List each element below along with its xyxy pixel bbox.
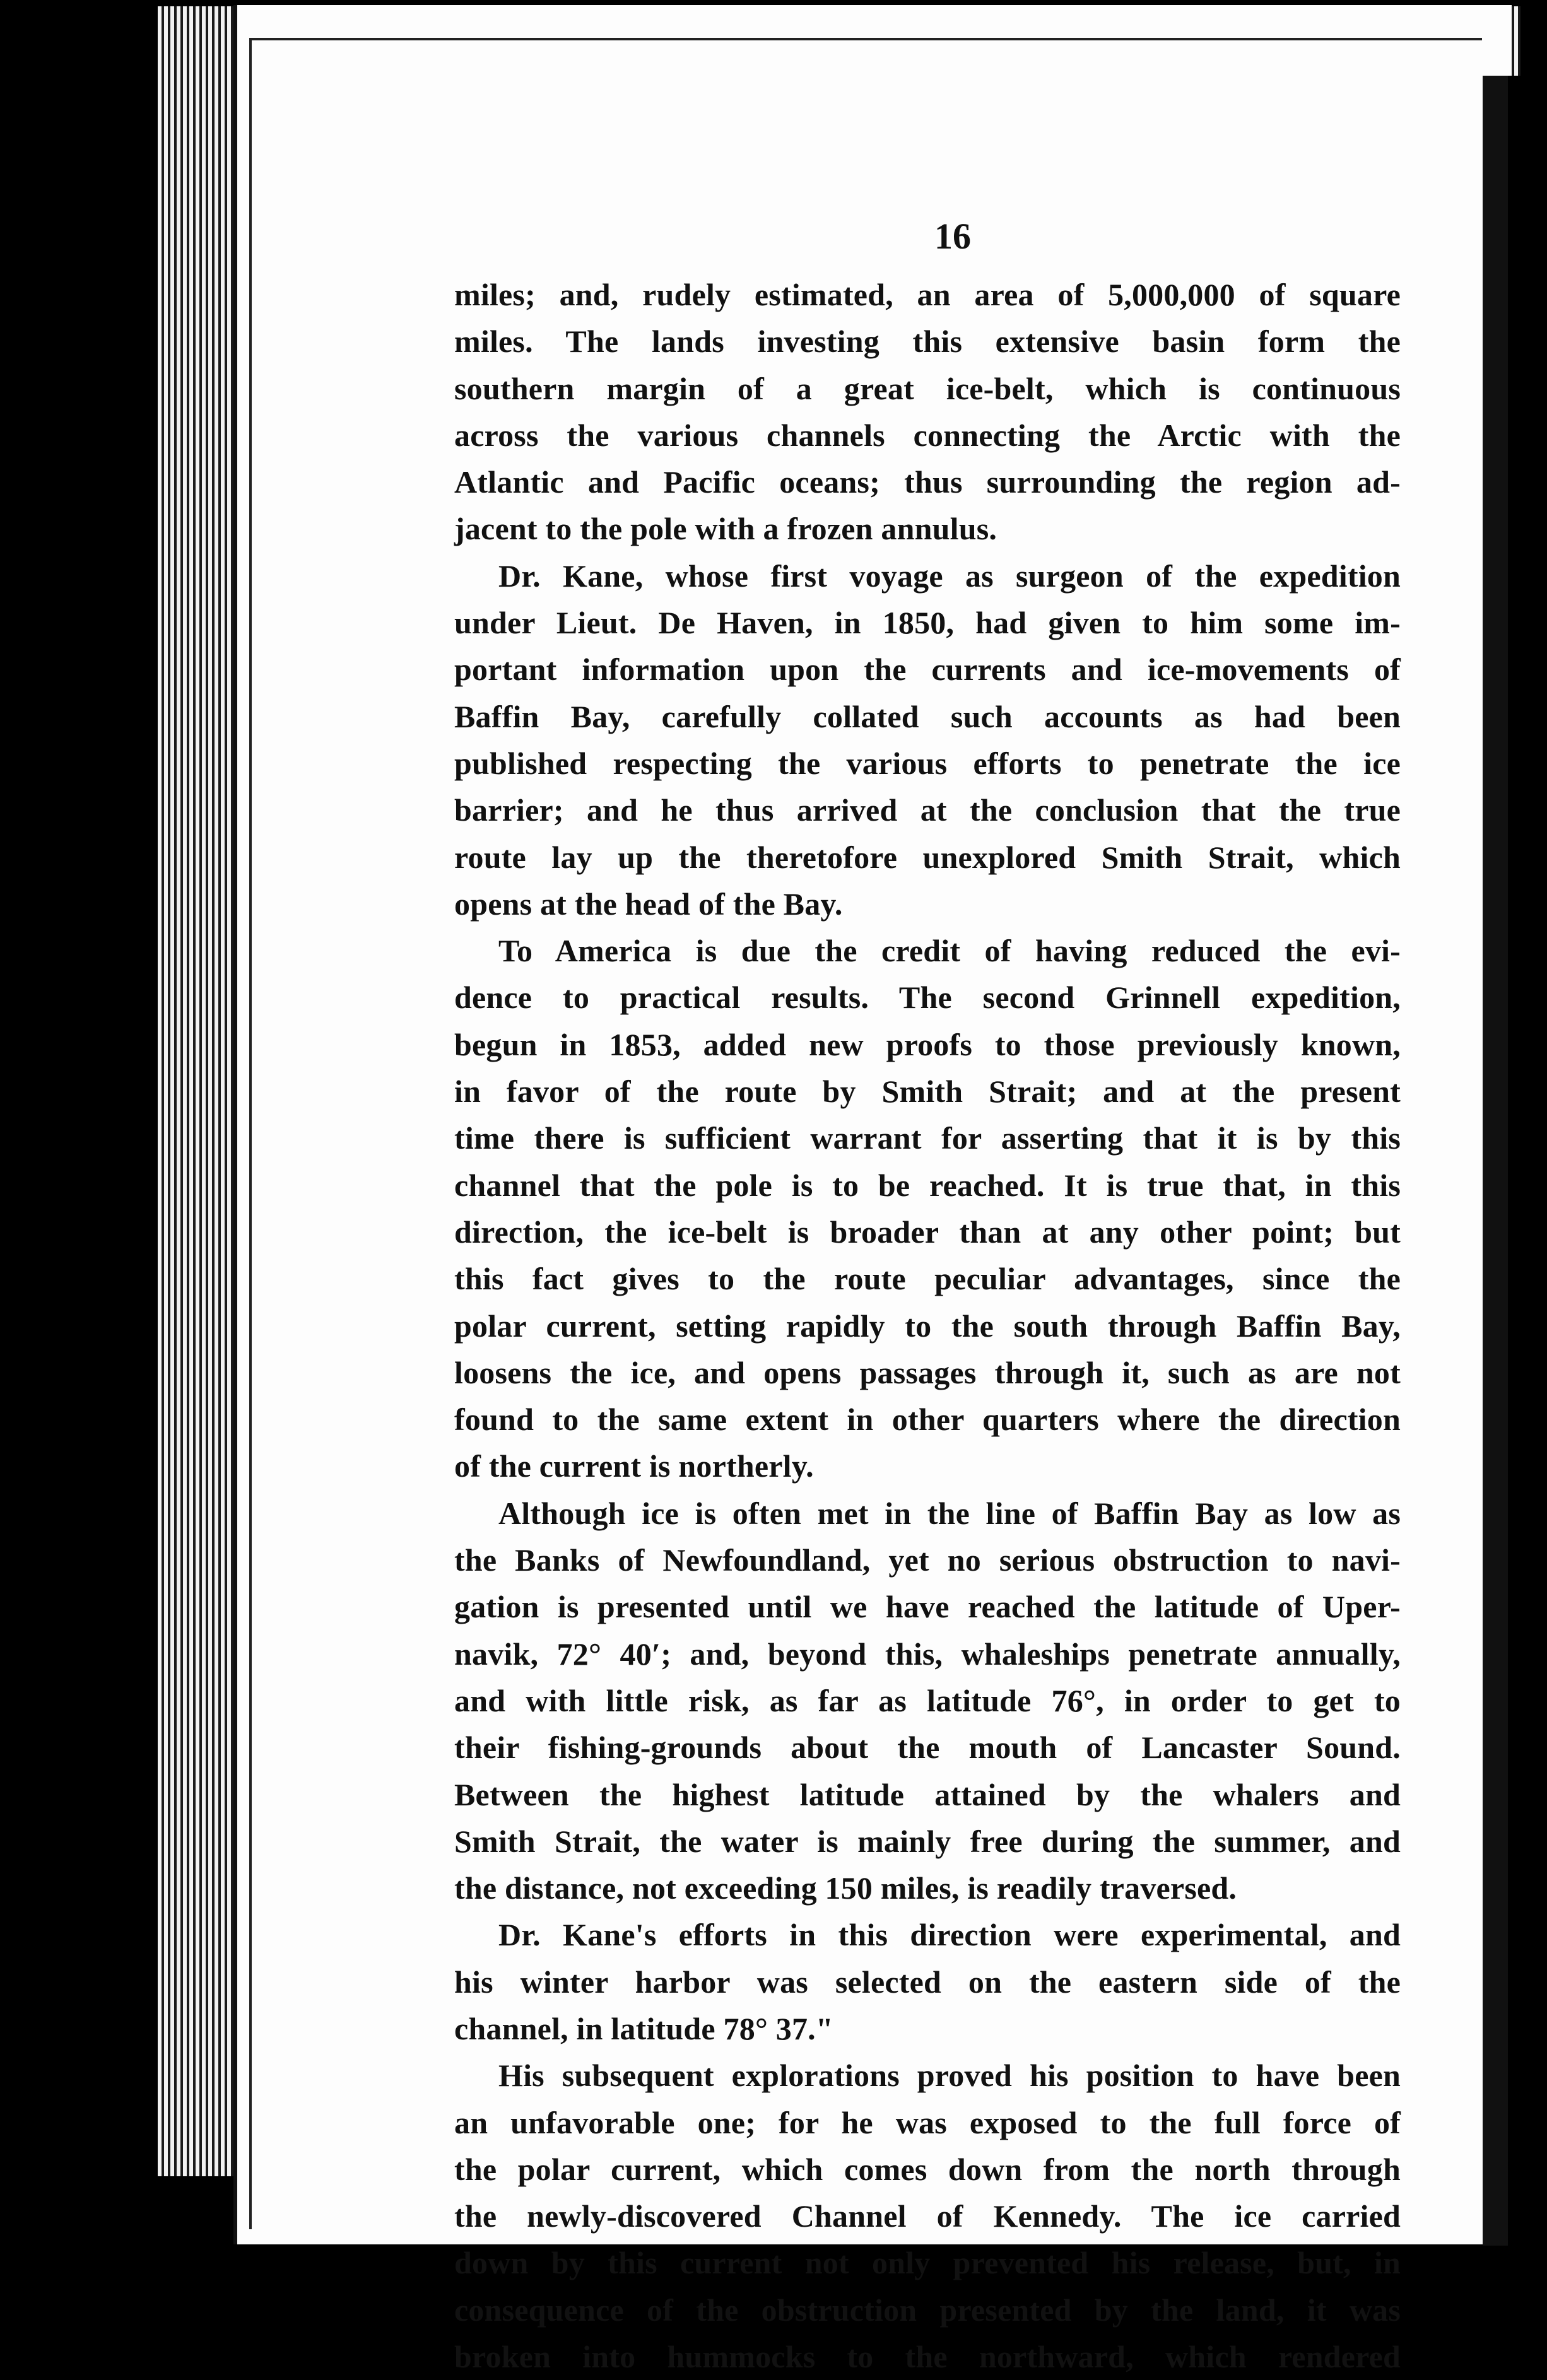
text-line: jacent to the pole with a frozen annulus. xyxy=(454,511,997,547)
text-line: opens at the head of the Bay. xyxy=(454,886,843,922)
text-line: miles. The lands investing this extensive basin form the xyxy=(454,324,1401,360)
text-line: under Lieut. De Haven, in 1850, had given to him some im- xyxy=(454,605,1401,641)
text-line: the distance, not exceeding 150 miles, is readily traversed. xyxy=(454,1870,1237,1906)
text-line: of the current is northerly. xyxy=(454,1448,814,1484)
text-line: Baffin Bay, carefully collated such accounts as had been xyxy=(454,698,1401,734)
text-line: route lay up the theretofore unexplored Smith Strait, which xyxy=(454,839,1401,875)
page-number: 16 xyxy=(934,216,971,257)
text-line: the polar current, which comes down from the north through xyxy=(454,2151,1401,2187)
text-line: dence to practical results. The second Grinnell expedition, xyxy=(454,980,1401,1016)
text-line: across the various channels connecting the Arctic with the xyxy=(454,417,1401,453)
text-line: the newly-discovered Channel of Kennedy. The ice carried xyxy=(454,2198,1401,2234)
text-line: channel that the pole is to be reached. It is true that, in this xyxy=(454,1167,1401,1203)
text-line: Between the highest latitude attained by the whalers and xyxy=(454,1776,1401,1812)
text-line: consequence of the obstruction presented by the land, it was xyxy=(454,2292,1401,2328)
gutter-shadow xyxy=(1483,76,1508,2246)
text-line: portant information upon the currents and ice-movements of xyxy=(454,652,1401,688)
body-text xyxy=(454,271,1401,2380)
text-line: polar current, setting rapidly to the south through Baffin Bay, xyxy=(454,1308,1401,1344)
text-line: their fishing-grounds about the mouth of Lancaster Sound. xyxy=(454,1730,1401,1766)
text-line: the Banks of Newfoundland, yet no serious obstruction to navi- xyxy=(454,1542,1401,1578)
right-edge-shadow xyxy=(1508,76,1547,2265)
text-line: published respecting the various efforts to penetrate the ice xyxy=(454,745,1401,781)
text-line: gation is presented until we have reached the latitude of Uper- xyxy=(454,1589,1401,1625)
text-line: an unfavorable one; for he was exposed to the full force of xyxy=(454,2104,1401,2140)
text-line: and with little risk, as far as latitude 76°, in order to get to xyxy=(454,1682,1401,1718)
text-line: His subsequent explorations proved his position to have been xyxy=(498,2058,1401,2094)
text-line: miles; and, rudely estimated, an area of 5,000,000 of square xyxy=(454,277,1401,312)
text-line: in favor of the route by Smith Strait; and at the present xyxy=(454,1074,1401,1110)
text-line: Although ice is often met in the line of Baffin Bay as low as xyxy=(498,1495,1401,1531)
text-line: barrier; and he thus arrived at the conclusion that the true xyxy=(454,792,1401,828)
text-line: Smith Strait, the water is mainly free during the summer, and xyxy=(454,1823,1401,1859)
text-line: time there is sufficient warrant for asserting that it is by this xyxy=(454,1120,1401,1156)
text-line: southern margin of a great ice-belt, which is continuous xyxy=(454,370,1401,406)
text-line: found to the same extent in other quarters where the direction xyxy=(454,1402,1401,1438)
text-line: direction, the ice-belt is broader than at any other point; but xyxy=(454,1214,1401,1250)
text-line: loosens the ice, and opens passages through it, such as are not xyxy=(454,1354,1401,1390)
text-line: his winter harbor was selected on the eastern side of the xyxy=(454,1964,1401,2000)
text-line: Dr. Kane's efforts in this direction were experimental, and xyxy=(498,1917,1401,1953)
text-line: down by this current not only prevented his release, but, in xyxy=(454,2245,1401,2281)
text-line: Atlantic and Pacific oceans; thus surrounding the region ad- xyxy=(454,464,1401,500)
text-line: Dr. Kane, whose first voyage as surgeon of the expedition xyxy=(498,558,1401,594)
text-line: begun in 1853, added new proofs to those previously known, xyxy=(454,1026,1401,1062)
text-line: this fact gives to the route peculiar advantages, since the xyxy=(454,1261,1401,1297)
text-line: navik, 72° 40′; and, beyond this, whaleships penetrate annually, xyxy=(454,1636,1401,1672)
text-line: broken into hummocks to the northward, which rendered xyxy=(454,2339,1401,2375)
text-line: To America is due the credit of having reduced the evi- xyxy=(498,933,1401,969)
text-line: channel, in latitude 78° 37." xyxy=(454,2010,833,2046)
